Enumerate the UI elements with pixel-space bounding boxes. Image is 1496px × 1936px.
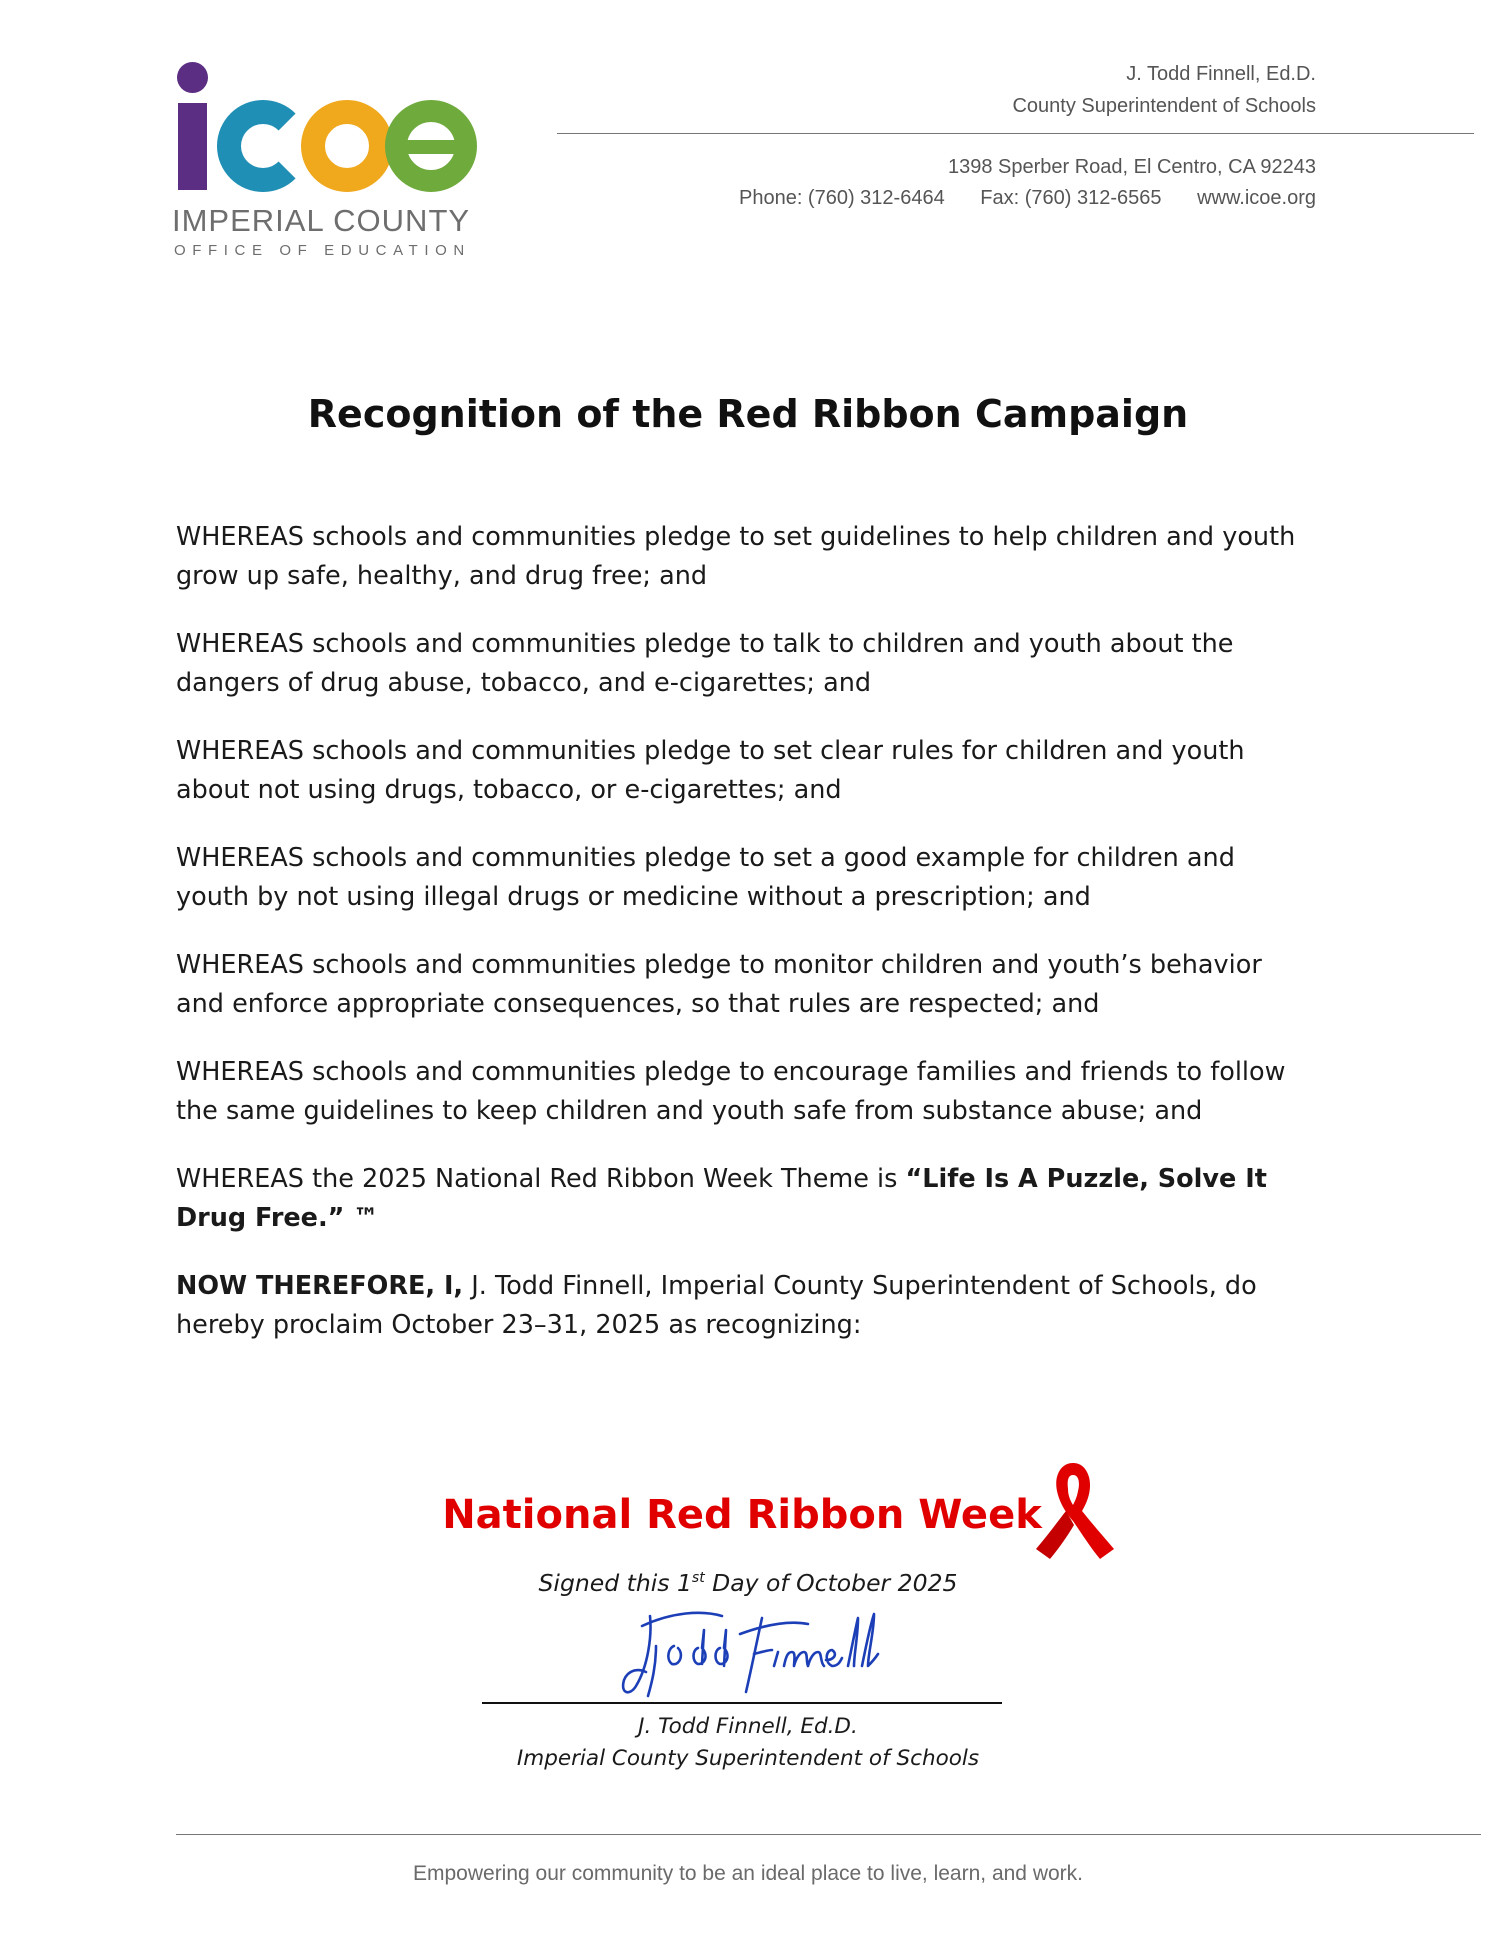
- whereas-paragraph: WHEREAS schools and communities pledge to set a good example for children and youth by not using illegal drugs or medicine without a prescription; and: [176, 843, 1235, 912]
- header-title: County Superintendent of Schools: [1012, 95, 1316, 117]
- theme-prefix: WHEREAS the 2025 National Red Ribbon Week Theme is: [176, 1164, 906, 1194]
- handwritten-signature: [612, 1606, 887, 1701]
- logo-c-ring: [217, 100, 309, 192]
- document-body: [176, 518, 1316, 1374]
- proclaim-lead: NOW THEREFORE, I,: [176, 1271, 464, 1301]
- logo-o-ring: [301, 100, 393, 192]
- logo-name: IMPERIAL COUNTY: [172, 203, 471, 238]
- theme-name: “Life Is A Puzzle, Solve It Drug Free.” ™: [176, 1164, 1267, 1233]
- whereas-paragraph: WHEREAS schools and communities pledge to monitor children and youth’s behavior and enforce appropriate consequences, so that rules are respected; and: [176, 950, 1262, 1019]
- signed-prefix: Signed this 1: [538, 1569, 692, 1597]
- logo-letters: [172, 60, 482, 195]
- signed-date: [0, 1569, 1496, 1597]
- logo-subtitle: OFFICE OF EDUCATION: [174, 242, 471, 259]
- signatory-name: J. Todd Finnell, Ed.D.: [638, 1714, 858, 1739]
- proclamation-paragraph: [176, 1267, 1316, 1345]
- red-ribbon-icon: [1030, 1455, 1116, 1565]
- icoe-logo: [172, 60, 482, 259]
- signature-line: [482, 1702, 1002, 1704]
- whereas-paragraph: WHEREAS schools and communities pledge to set guidelines to help children and youth grow up safe, healthy, and drug free; and: [176, 522, 1296, 591]
- header-contact: [739, 187, 1316, 210]
- signatory-title: Imperial County Superintendent of Schools: [516, 1746, 980, 1771]
- event-heading-row: [0, 1492, 1496, 1538]
- theme-paragraph: [176, 1160, 1316, 1238]
- signed-ordinal: st: [691, 1570, 705, 1586]
- header-fax: Fax: (760) 312-6565: [980, 187, 1162, 209]
- header-name: J. Todd Finnell, Ed.D.: [1126, 63, 1316, 85]
- whereas-paragraph: WHEREAS schools and communities pledge to set clear rules for children and youth about not using drugs, tobacco, or e-cigarettes; and: [176, 736, 1245, 805]
- footer-divider: [176, 1834, 1481, 1835]
- document-title: Recognition of the Red Ribbon Campaign: [307, 392, 1189, 436]
- logo-i-stem: [178, 103, 207, 190]
- event-title: National Red Ribbon Week: [442, 1492, 1042, 1538]
- logo-i-dot: [177, 62, 208, 93]
- proclaim-text: J. Todd Finnell, Imperial County Superintendent of Schools, do hereby proclaim October 23–31, 2025 as recognizing:: [176, 1271, 1257, 1340]
- header-phone: Phone: (760) 312-6464: [738, 187, 945, 209]
- footer-tagline: Empowering our community to be an ideal place to live, learn, and work.: [412, 1862, 1083, 1885]
- whereas-paragraph: WHEREAS schools and communities pledge to encourage families and friends to follow the same guidelines to keep children and youth safe from substance abuse; and: [176, 1057, 1286, 1126]
- header-address: 1398 Sperber Road, El Centro, CA 92243: [947, 156, 1316, 178]
- whereas-paragraph: WHEREAS schools and communities pledge to talk to children and youth about the dangers of drug abuse, tobacco, and e-cigarettes; and: [176, 629, 1234, 698]
- header-website[interactable]: www.icoe.org: [1197, 187, 1316, 209]
- logo-e-bar: [397, 140, 471, 154]
- header-divider: [557, 133, 1474, 134]
- signed-suffix: Day of October 2025: [704, 1569, 958, 1597]
